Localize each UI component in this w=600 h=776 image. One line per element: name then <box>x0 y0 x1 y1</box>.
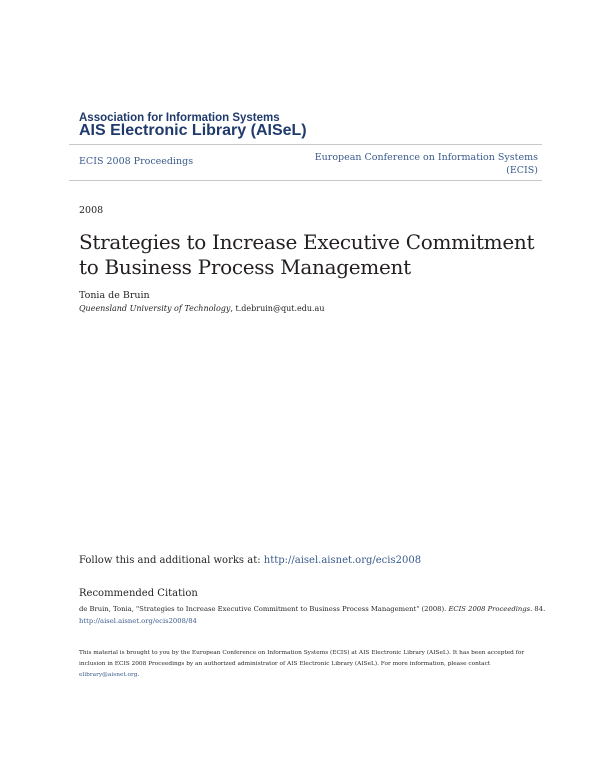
author-affiliation <box>79 304 324 313</box>
contact-email-link[interactable]: elibrary@aisnet.org <box>79 672 138 678</box>
notice-end: . <box>137 672 140 678</box>
conference-line-2: (ECIS) <box>506 165 538 176</box>
citation-body: de Bruin, Tonia, "Strategies to Increase Executive Commitment to Business Process Management" (2008). <box>79 605 449 613</box>
citation-number: . 84. <box>530 605 546 613</box>
follow-link[interactable]: http://aisel.aisnet.org/ecis2008 <box>263 555 422 566</box>
organization-name[interactable]: Association for Information Systems <box>79 112 280 124</box>
citation-link[interactable]: http://aisel.aisnet.org/ecis2008/84 <box>79 617 197 625</box>
follow-text: Follow this and additional works at: <box>79 555 264 566</box>
author-email: , t.debruin@qut.edu.au <box>230 304 325 313</box>
citation-text <box>79 603 549 627</box>
header-bottom-rule <box>69 180 542 181</box>
conference-link[interactable] <box>315 151 538 177</box>
notice-body: This material is brought to you by the European Conference on Information Systems (ECIS) at AIS Electronic Library (AISeL). It has been accepted for inclusion in ECIS 2008 Proceedings by an authorized administrator of AIS Electronic Library (AISeL). For more information, please contact <box>79 650 525 667</box>
author-name: Tonia de Bruin <box>79 290 150 301</box>
citation-journal: ECIS 2008 Proceedings <box>448 605 531 613</box>
proceedings-link[interactable]: ECIS 2008 Proceedings <box>79 156 194 167</box>
access-notice <box>79 648 549 681</box>
conference-line-1: European Conference on Information Systems <box>314 152 538 163</box>
recommended-citation-heading: Recommended Citation <box>79 588 198 599</box>
header-top-rule <box>69 144 542 145</box>
publication-year: 2008 <box>79 205 104 216</box>
follow-line <box>79 555 421 566</box>
paper-title: Strategies to Increase Executive Commitment to Business Process Management <box>79 230 535 279</box>
affiliation-name: Queensland University of Technology <box>79 304 231 313</box>
library-name[interactable]: AIS Electronic Library (AISeL) <box>79 122 307 139</box>
